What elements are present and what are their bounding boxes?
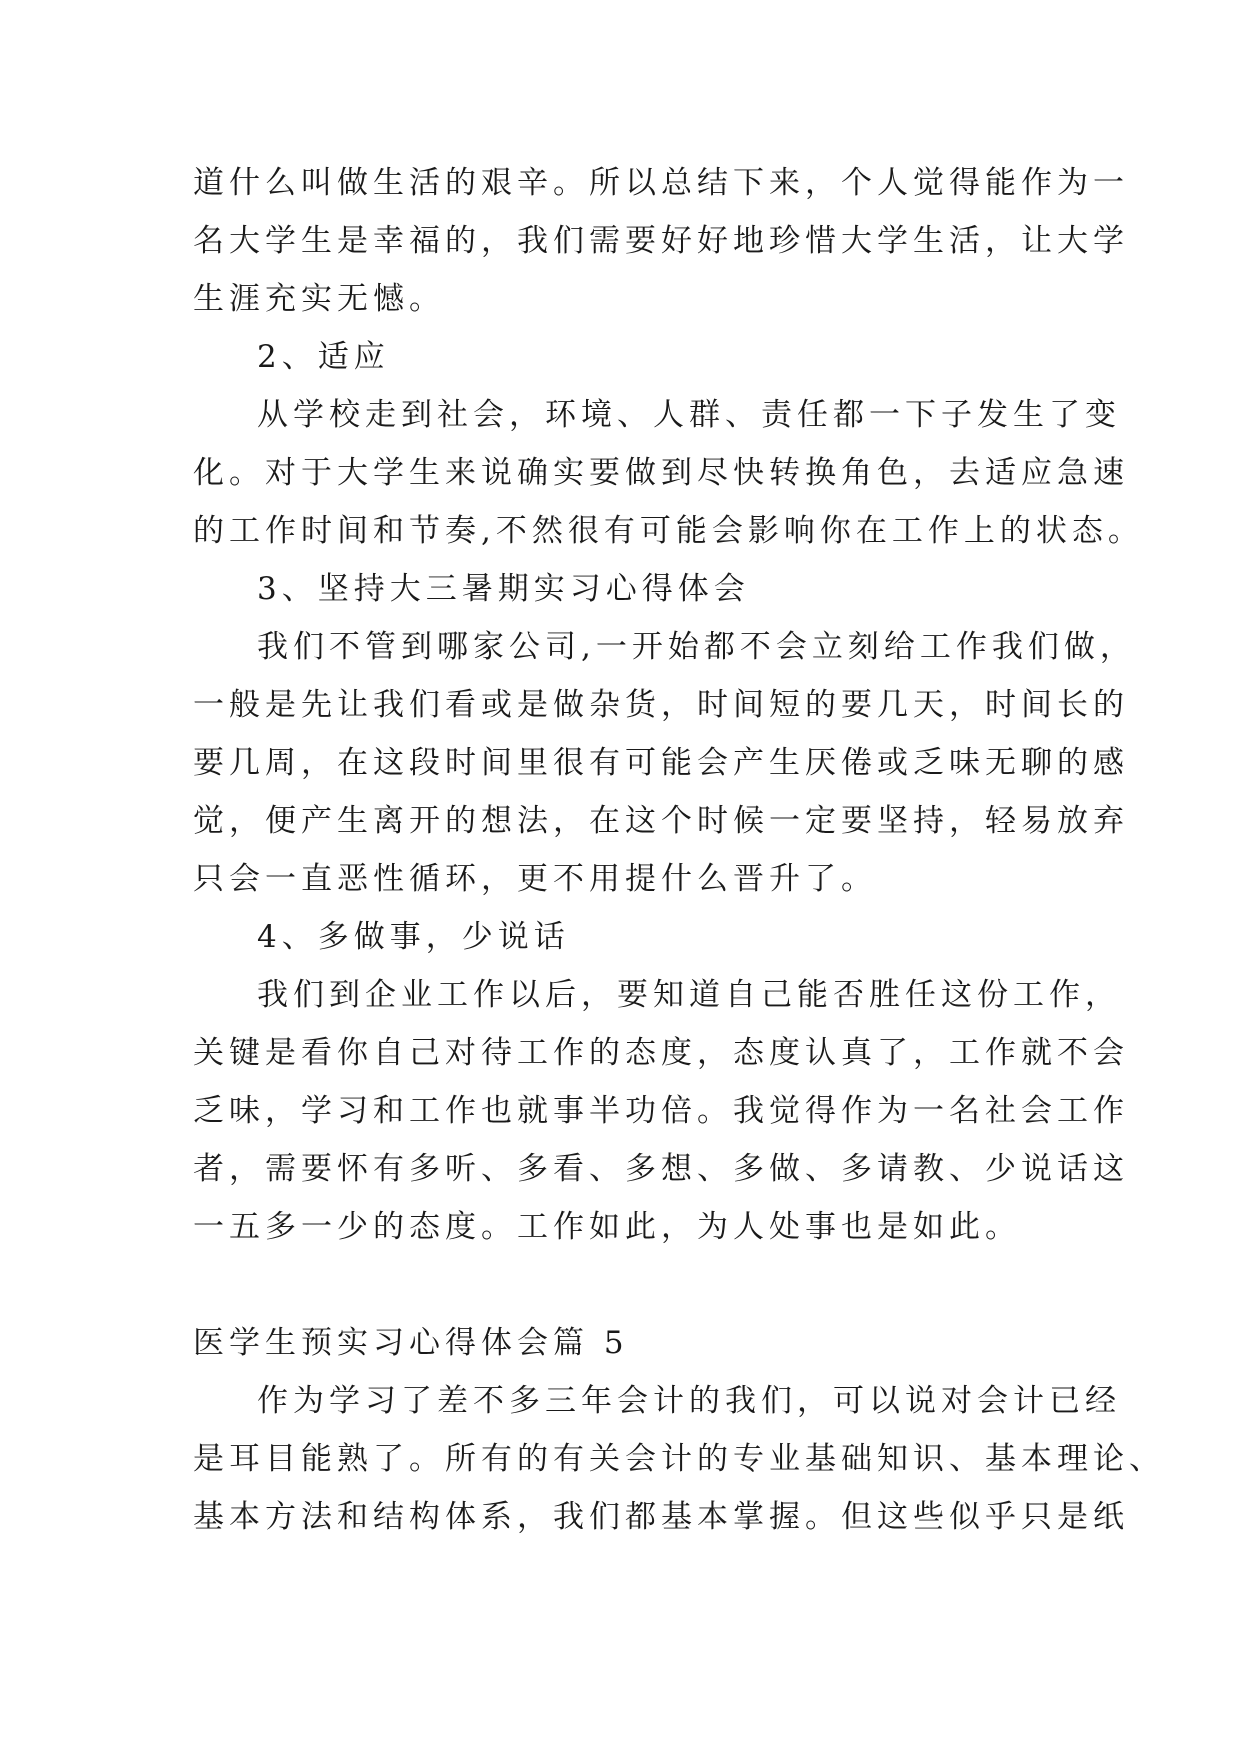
paragraph-line: 一般是先让我们看或是做杂货，时间短的要几天，时间长的 — [193, 687, 1129, 723]
paragraph-line: 名大学生是幸福的，我们需要好好地珍惜大学生活，让大学 — [193, 223, 1129, 259]
paragraph-line: 从学校走到社会，环境、人群、责任都一下子发生了变 — [257, 397, 1121, 433]
paragraph-line: 只会一直恶性循环，更不用提什么晋升了。 — [193, 861, 877, 897]
section-heading-adapt: 2、适应 — [257, 339, 390, 375]
section-heading-do-more: 4、多做事，少说话 — [257, 919, 570, 955]
paragraph-line: 一五多一少的态度。工作如此，为人处事也是如此。 — [193, 1209, 1021, 1245]
paragraph-line: 基本方法和结构体系，我们都基本掌握。但这些似乎只是纸 — [193, 1499, 1129, 1535]
paragraph-line: 关键是看你自己对待工作的态度，态度认真了，工作就不会 — [193, 1035, 1129, 1071]
paragraph-line: 者，需要怀有多听、多看、多想、多做、多请教、少说话这 — [193, 1151, 1129, 1187]
section-heading-persist: 3、坚持大三暑期实习心得体会 — [257, 571, 750, 607]
paragraph-line: 化。对于大学生来说确实要做到尽快转换角色，去适应急速 — [193, 455, 1129, 491]
document-body — [193, 154, 1165, 1546]
paragraph-line: 我们到企业工作以后，要知道自己能否胜任这份工作， — [257, 977, 1121, 1013]
paragraph-line: 生涯充实无憾。 — [193, 281, 445, 317]
paragraph-line: 觉，便产生离开的想法，在这个时候一定要坚持，轻易放弃 — [193, 803, 1129, 839]
paragraph-line: 作为学习了差不多三年会计的我们，可以说对会计已经 — [257, 1383, 1121, 1419]
paragraph-line: 是耳目能熟了。所有的有关会计的专业基础知识、基本理论、 — [193, 1441, 1165, 1477]
paragraph-line: 的工作时间和节奏,不然很有可能会影响你在工作上的状态。 — [193, 513, 1144, 549]
paragraph-line: 要几周，在这段时间里很有可能会产生厌倦或乏味无聊的感 — [193, 745, 1129, 781]
paragraph-line: 我们不管到哪家公司,一开始都不会立刻给工作我们做， — [257, 629, 1136, 665]
article-title: 医学生预实习心得体会篇 5 — [193, 1325, 629, 1361]
section-gap — [193, 1256, 1061, 1314]
paragraph-line: 乏味，学习和工作也就事半功倍。我觉得作为一名社会工作 — [193, 1093, 1129, 1129]
paragraph-line: 道什么叫做生活的艰辛。所以总结下来，个人觉得能作为一 — [193, 165, 1129, 201]
